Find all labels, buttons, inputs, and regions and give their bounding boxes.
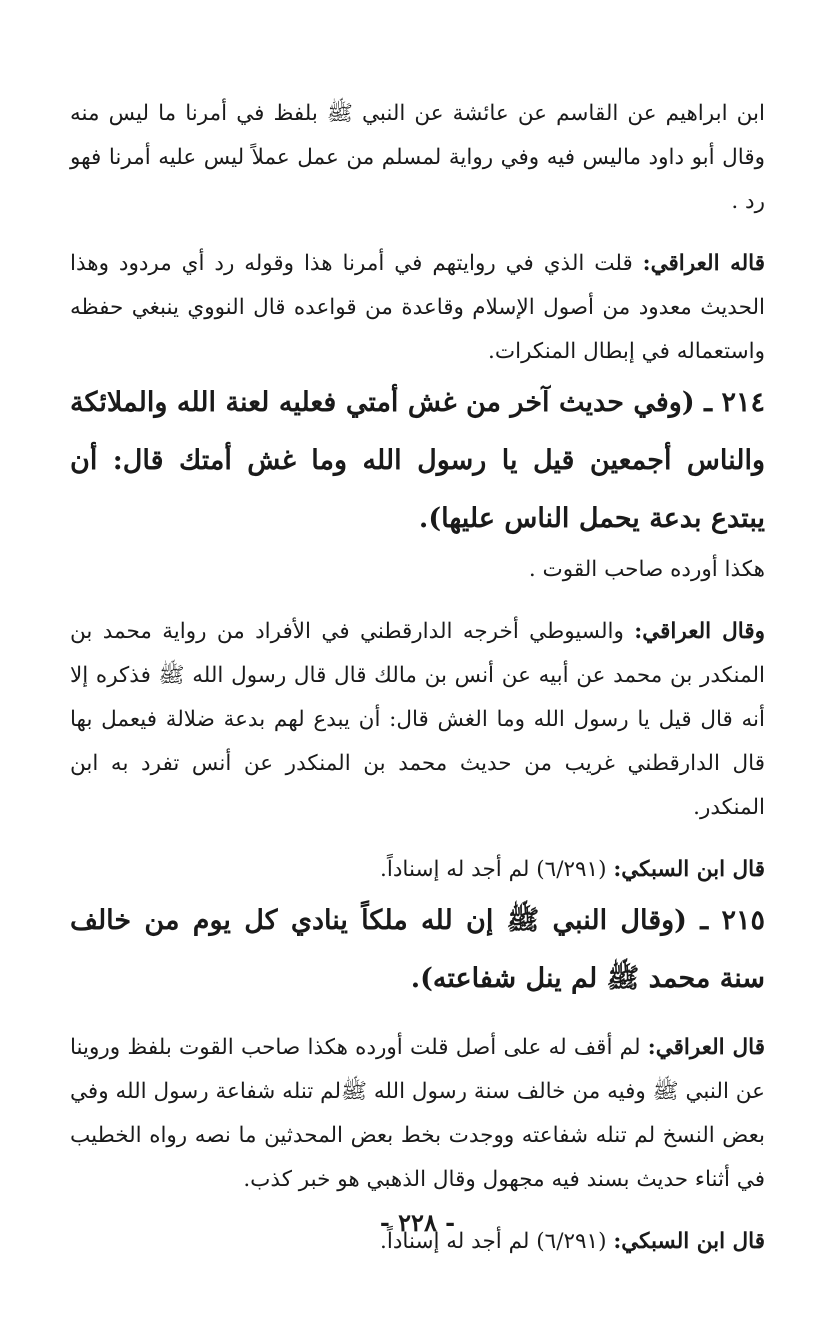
page-body [70,92,765,1271]
paragraph-4 [70,610,765,830]
paragraph-2-text: قلت الذي في روايتهم في أمرنا هذا وقوله رد أي مردود وهذا الحديث معدود من أصول الإسلام وقاعدة من قواعده قال النووي ينبغي حفظه واستعماله في إبطال المنكرات. [70,251,765,364]
page-number: - ٢٢٨ - [379,1208,456,1237]
paragraph-1 [70,92,765,224]
hadith-214-text: (وفي حديث آخر من غش أمتي فعليه لعنة الله والملائكة والناس أجمعين قيل يا رسول الله وما غش أمتك قال: أن يبتدع بدعة يحمل الناس عليها). [70,387,765,534]
hadith-214 [70,374,765,548]
paragraph-4-lead: وقال العراقي: [634,619,765,644]
paragraph-1-text: ابن ابراهيم عن القاسم عن عائشة عن النبي ﷺ بلفظ في أمرنا ما ليس منه وقال أبو داود ماليس فيه وفي رواية لمسلم من عمل عملاً ليس عليه أمرنا فهو رد . [70,101,765,214]
hadith-214-number: ٢١٤ ـ [704,387,766,418]
paragraph-7-text: (٦/٢٩١) لم أجد له إسناداً. [380,1229,614,1254]
paragraph-5 [70,848,765,892]
paragraph-4-text: والسيوطي أخرجه الدارقطني في الأفراد من رواية محمد بن المنكدر بن محمد عن أبيه عن أنس بن مالك قال قال رسول الله ﷺ فذكره إلا أنه قال قيل يا رسول الله وما الغش قال: أن يبدع لهم بدعة ضلالة فيعمل بها قال الدارقطني غريب من حديث محمد بن المنكدر عن أنس تفرد به ابن المنكدر. [70,619,765,820]
hadith-215 [70,892,765,1008]
paragraph-2 [70,242,765,374]
paragraph-6-lead: قال العراقي: [647,1035,765,1060]
paragraph-7-lead: قال ابن السبكي: [613,1229,765,1254]
paragraph-5-lead: قال ابن السبكي: [613,857,765,882]
paragraph-3-text: هكذا أورده صاحب القوت . [528,557,765,582]
hadith-215-number: ٢١٥ ـ [700,905,766,936]
paragraph-6 [70,1026,765,1202]
paragraph-2-lead: قاله العراقي: [642,251,765,276]
paragraph-3 [70,548,765,592]
hadith-215-text: (وقال النبي ﷺ إن لله ملكاً ينادي كل يوم من خالف سنة محمد ﷺ لم ينل شفاعته). [70,905,765,994]
paragraph-6-text: لم أقف له على أصل قلت أورده هكذا صاحب القوت بلفظ وروينا عن النبي ﷺ وفيه من خالف سنة رسول الله ﷺلم تنله شفاعة رسول الله وفي بعض النسخ لم تنله شفاعته ووجدت بخط بعض المحدثين ما نصه رواه الخطيب في أثناء حديث بسند فيه مجهول وقال الذهبي هو خبر كذب. [70,1035,765,1192]
paragraph-5-text: (٦/٢٩١) لم أجد له إسناداً. [380,857,614,882]
